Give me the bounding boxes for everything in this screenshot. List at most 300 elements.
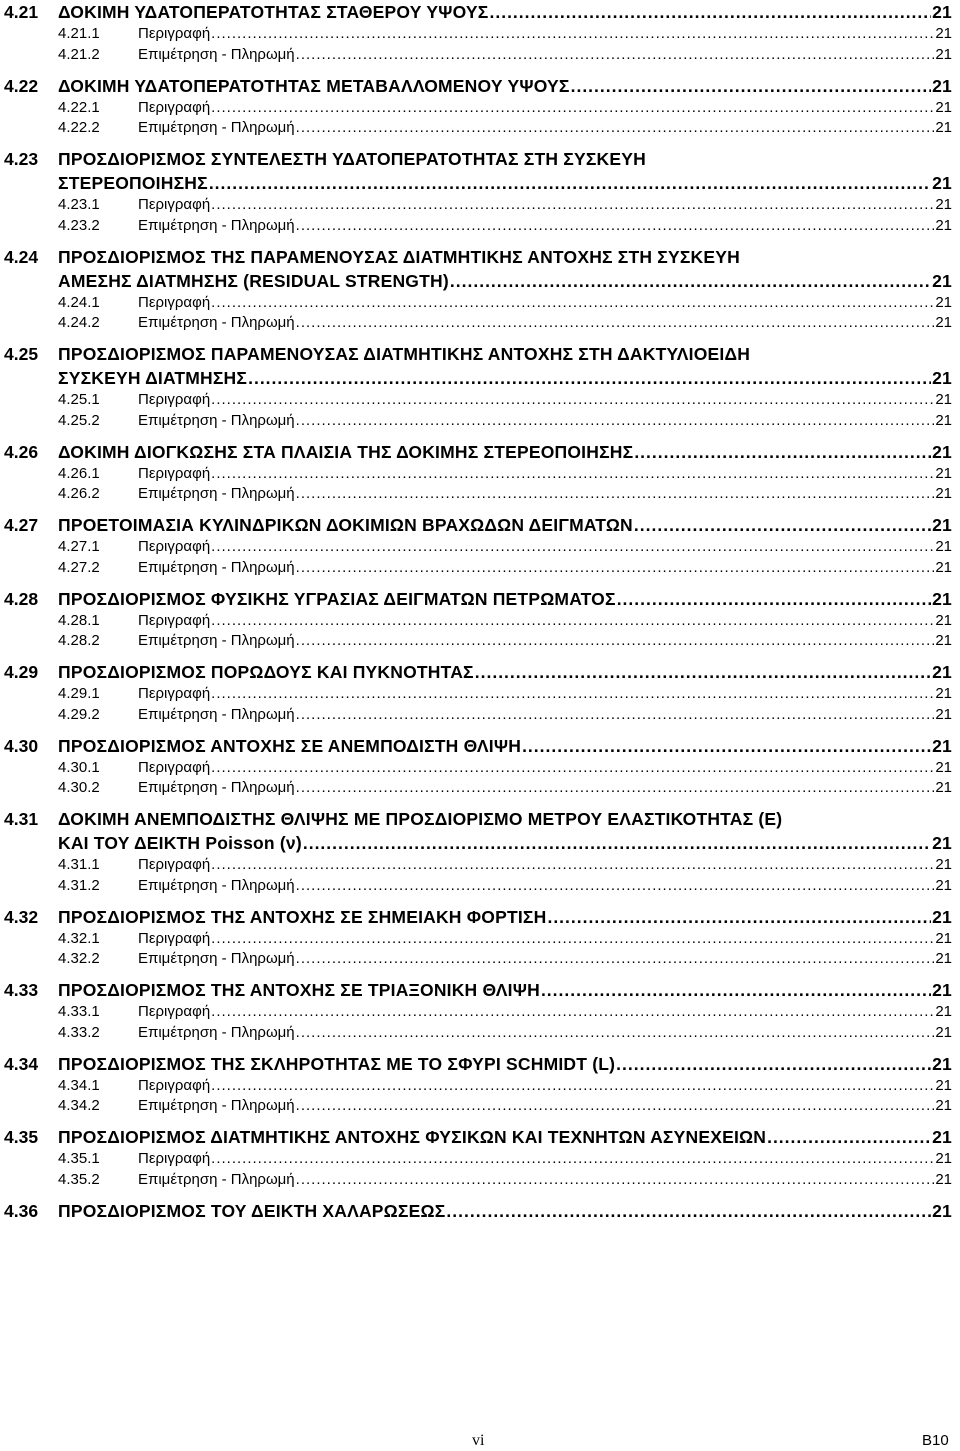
toc-entry-body: [58, 807, 952, 831]
toc-subsection-title: Περιγραφή: [138, 1076, 211, 1094]
toc-entry-body: [58, 269, 952, 293]
toc-entry-body: [138, 216, 952, 237]
toc-page-number: 21: [932, 588, 952, 609]
toc-subsection-number: 4.27.1: [58, 538, 100, 555]
toc-section-title: ΔΟΚΙΜΗ ΔΙΟΓΚΩΣΗΣ ΣΤΑ ΠΛΑΙΣΙΑ ΤΗΣ ΔΟΚΙΜΗΣ ΣΤΕΡΕΟΠΟΙΗΣΗΣ: [58, 441, 634, 462]
toc-subsection[interactable]: [4, 611, 952, 632]
toc-entry-body: [58, 342, 952, 366]
toc-section-title: ΠΡΟΕΤΟΙΜΑΣΙΑ ΚΥΛΙΝΔΡΙΚΩΝ ΔΟΚΙΜΙΩΝ ΒΡΑΧΩΔΩΝ ΔΕΙΓΜΑΤΩΝ: [58, 515, 633, 535]
toc-section-number: 4.34: [4, 1053, 39, 1074]
dot-leader: [211, 1149, 934, 1170]
toc-page-number: 21: [932, 980, 952, 1000]
toc-subsection-title: Περιγραφή: [138, 391, 211, 408]
toc-subsection[interactable]: [4, 758, 952, 779]
toc-page-number: 21: [935, 1097, 952, 1114]
toc-page-number: 21: [935, 119, 952, 136]
toc-subsection-number: 4.34.1: [58, 1076, 100, 1094]
toc-subsection-title: Περιγραφή: [138, 293, 211, 311]
toc-entry-body: [138, 1002, 952, 1023]
toc-section-title: ΔΟΚΙΜΗ ΑΝΕΜΠΟΔΙΣΤΗΣ ΘΛΙΨΗΣ ΜΕ ΠΡΟΣΔΙΟΡΙΣΜΟ ΜΕΤΡΟΥ ΕΛΑΣΤΙΚΟΤΗΤΑΣ (Ε): [58, 809, 783, 829]
dot-leader: [296, 1170, 935, 1191]
toc-subsection-title: Επιμέτρηση - Πληρωμή: [138, 45, 295, 63]
toc-entry-body: [58, 1052, 952, 1076]
toc-subsection-number: 4.22.1: [58, 98, 100, 116]
dot-leader: [296, 1023, 935, 1044]
toc-page-number: 21: [935, 950, 952, 967]
toc-subsection-number: 4.35.2: [58, 1170, 100, 1188]
toc-section-heading[interactable]: [4, 807, 952, 831]
toc-subsection-number: 4.22.2: [58, 119, 100, 136]
toc-section-number: 4.33: [4, 980, 39, 1000]
toc-subsection[interactable]: [4, 98, 952, 119]
toc-subsection-title: Επιμέτρηση - Πληρωμή: [138, 1097, 295, 1114]
toc-entry-body: [138, 195, 952, 216]
toc-section-title: ΑΜΕΣΗΣ ΔΙΑΤΜΗΣΗΣ (RESIDUAL STRENGTH): [58, 270, 449, 291]
toc-subsection[interactable]: [4, 24, 952, 45]
toc-entry-body: [138, 684, 952, 705]
toc-section: [4, 978, 952, 1043]
toc-subsection[interactable]: [4, 1002, 952, 1023]
toc-entry-body: [138, 98, 952, 119]
toc-section-heading[interactable]: [4, 342, 952, 366]
toc-section-heading[interactable]: [4, 831, 952, 855]
toc-page-number: 21: [932, 735, 952, 756]
toc-entry-body: [138, 1076, 952, 1097]
toc-section-heading[interactable]: [4, 660, 952, 684]
toc-section: [4, 1052, 952, 1117]
toc-subsection-number: 4.31.2: [58, 876, 100, 894]
toc-page-number: 21: [935, 558, 952, 576]
toc-subsection-number: 4.32.1: [58, 929, 100, 947]
toc-subsection-title: Περιγραφή: [138, 1003, 211, 1020]
toc-page-number: 21: [932, 75, 952, 96]
toc-page-number: 21: [932, 1200, 952, 1221]
toc-section-heading[interactable]: [4, 905, 952, 929]
toc-subsection[interactable]: [4, 1096, 952, 1117]
toc-page-number: 21: [935, 196, 952, 213]
toc-page-number: 21: [932, 1053, 952, 1074]
toc-subsection-title: Περιγραφή: [138, 758, 211, 776]
dot-leader: [296, 949, 935, 970]
toc-section: [4, 660, 952, 725]
toc-subsection[interactable]: [4, 464, 952, 485]
toc-entry-body: [138, 1170, 952, 1191]
dot-leader: [634, 513, 931, 537]
toc-subsection-title: Περιγραφή: [138, 196, 211, 213]
toc-page-number: 21: [935, 632, 952, 649]
toc-section-heading[interactable]: [4, 171, 952, 195]
dot-leader: [209, 171, 931, 195]
dot-leader: [296, 216, 935, 237]
toc-subsection[interactable]: [4, 1149, 952, 1170]
toc-entry-body: [138, 558, 952, 579]
toc-section-title: ΠΡΟΣΔΙΟΡΙΣΜΟΣ ΤΗΣ ΣΚΛΗΡΟΤΗΤΑΣ ΜΕ ΤΟ ΣΦΥΡΙ SCHMIDT (L): [58, 1053, 616, 1074]
dot-leader: [617, 587, 931, 611]
toc-entry-body: [138, 855, 952, 876]
toc-entry-body: [138, 464, 952, 485]
toc-subsection-title: Περιγραφή: [138, 685, 211, 702]
document-code: B10: [922, 1432, 949, 1449]
toc-entry-body: [58, 978, 952, 1002]
toc-subsection[interactable]: [4, 313, 952, 334]
toc-page-number: 21: [935, 411, 952, 429]
toc-page-number: 21: [935, 1003, 952, 1020]
dot-leader: [211, 537, 934, 558]
dot-leader: [541, 978, 931, 1002]
toc-entry-body: [138, 118, 952, 139]
toc-subsection-title: Επιμέτρηση - Πληρωμή: [138, 558, 295, 576]
dot-leader: [296, 45, 935, 66]
toc-subsection-title: Επιμέτρηση - Πληρωμή: [138, 485, 295, 502]
dot-leader: [450, 269, 931, 293]
toc-section-number: 4.30: [4, 735, 39, 756]
toc-section-title: ΚΑΙ ΤΟΥ ΔΕΙΚΤΗ Poisson (ν): [58, 833, 302, 853]
toc-section-heading[interactable]: [4, 1199, 952, 1223]
dot-leader: [296, 558, 935, 579]
dot-leader: [248, 366, 931, 390]
toc-subsection-title: Περιγραφή: [138, 1150, 211, 1167]
dot-leader: [211, 390, 934, 411]
dot-leader: [296, 118, 935, 139]
toc-section-heading[interactable]: [4, 978, 952, 1002]
toc-section-title: ΠΡΟΣΔΙΟΡΙΣΜΟΣ ΑΝΤΟΧΗΣ ΣΕ ΑΝΕΜΠΟΔΙΣΤΗ ΘΛΙΨΗ: [58, 735, 522, 756]
toc-page-number: 21: [932, 270, 952, 291]
toc-entry-body: [58, 147, 952, 171]
page-number: vi: [472, 1432, 485, 1449]
toc-section-heading[interactable]: [4, 269, 952, 293]
toc-subsection[interactable]: [4, 1076, 952, 1097]
toc-subsection-title: Περιγραφή: [138, 929, 211, 947]
toc-page-number: 21: [935, 758, 952, 776]
dot-leader: [211, 293, 934, 314]
toc-entry-body: [138, 929, 952, 950]
toc-subsection-number: 4.35.1: [58, 1150, 100, 1167]
toc-page-number: 21: [932, 662, 952, 682]
toc-section-title: ΣΤΕΡΕΟΠΟΙΗΣΗΣ: [58, 173, 208, 193]
toc-section-heading[interactable]: [4, 0, 952, 24]
toc-subsection[interactable]: [4, 558, 952, 579]
toc-entry-body: [58, 440, 952, 464]
toc-section-title: ΠΡΟΣΔΙΟΡΙΣΜΟΣ ΦΥΣΙΚΗΣ ΥΓΡΑΣΙΑΣ ΔΕΙΓΜΑΤΩΝ ΠΕΤΡΩΜΑΤΟΣ: [58, 588, 616, 609]
toc-subsection-title: Επιμέτρηση - Πληρωμή: [138, 1170, 295, 1188]
toc-entry-body: [58, 660, 952, 684]
toc-subsection[interactable]: [4, 390, 952, 411]
dot-leader: [211, 684, 934, 705]
dot-leader: [296, 631, 935, 652]
dot-leader: [211, 611, 934, 632]
toc-subsection[interactable]: [4, 684, 952, 705]
toc-page-number: 21: [932, 1127, 952, 1147]
toc-section-title: ΣΥΣΚΕΥΗ ΔΙΑΤΜΗΣΗΣ: [58, 368, 248, 388]
toc-subsection-title: Επιμέτρηση - Πληρωμή: [138, 876, 295, 894]
toc-subsection-number: 4.30.1: [58, 758, 100, 776]
toc-entry-body: [138, 1023, 952, 1044]
toc-section-title: ΠΡΟΣΔΙΟΡΙΣΜΟΣ ΤΗΣ ΑΝΤΟΧΗΣ ΣΕ ΣΗΜΕΙΑΚΗ ΦΟΡΤΙΣΗ: [58, 906, 547, 927]
toc-section: [4, 807, 952, 896]
toc-section: [4, 0, 952, 65]
toc-page-number: 21: [932, 906, 952, 927]
toc-page-number: 21: [935, 876, 952, 894]
dot-leader: [446, 1199, 931, 1223]
toc-subsection-number: 4.34.2: [58, 1097, 100, 1114]
toc-page-number: 21: [935, 685, 952, 702]
toc-section: [4, 905, 952, 970]
toc-section-number: 4.25: [4, 344, 39, 364]
toc-page-number: 21: [935, 485, 952, 502]
toc-entry-body: [138, 313, 952, 334]
dot-leader: [211, 464, 934, 485]
toc-subsection-number: 4.21.1: [58, 25, 100, 42]
dot-leader: [522, 734, 931, 758]
toc-section-number: 4.32: [4, 906, 39, 927]
dot-leader: [296, 411, 935, 432]
toc-subsection[interactable]: [4, 876, 952, 897]
toc-section-title: ΠΡΟΣΔΙΟΡΙΣΜΟΣ ΤΗΣ ΑΝΤΟΧΗΣ ΣΕ ΤΡΙΑΞΟΝΙΚΗ ΘΛΙΨΗ: [58, 980, 540, 1000]
toc-section-number: 4.27: [4, 515, 39, 535]
dot-leader: [634, 440, 931, 464]
toc-page-number: 21: [935, 391, 952, 408]
toc-section-title: ΠΡΟΣΔΙΟΡΙΣΜΟΣ ΠΑΡΑΜΕΝΟΥΣΑΣ ΔΙΑΤΜΗΤΙΚΗΣ ΑΝΤΟΧΗΣ ΣΤΗ ΔΑΚΤΥΛΙΟΕΙΔΗ: [58, 344, 751, 364]
toc-section: [4, 1199, 952, 1223]
toc-subsection-number: 4.23.1: [58, 196, 100, 213]
toc-subsection[interactable]: [4, 484, 952, 505]
dot-leader: [211, 1076, 934, 1097]
toc-section-heading[interactable]: [4, 74, 952, 98]
toc-entry-body: [138, 537, 952, 558]
dot-leader: [616, 1052, 931, 1076]
toc-subsection-number: 4.32.2: [58, 950, 100, 967]
toc-section-number: 4.28: [4, 588, 39, 609]
toc-subsection-number: 4.26.1: [58, 464, 100, 482]
toc-entry-body: [138, 778, 952, 799]
toc-page-number: 21: [935, 779, 952, 796]
toc-entry-body: [138, 484, 952, 505]
toc-page-number: 21: [935, 1170, 952, 1188]
toc-entry-body: [138, 24, 952, 45]
toc-section-heading[interactable]: [4, 245, 952, 269]
toc-entry-body: [138, 758, 952, 779]
toc-entry-body: [58, 587, 952, 611]
toc-section-heading[interactable]: [4, 147, 952, 171]
toc-section-title: ΔΟΚΙΜΗ ΥΔΑΤΟΠΕΡΑΤΟΤΗΤΑΣ ΜΕΤΑΒΑΛΛΟΜΕΝΟΥ ΥΨΟΥΣ: [58, 75, 570, 96]
toc-page-number: 21: [932, 441, 952, 462]
toc-section-number: 4.22: [4, 75, 39, 96]
toc-section-heading[interactable]: [4, 366, 952, 390]
toc-section: [4, 245, 952, 334]
toc-entry-body: [138, 949, 952, 970]
toc-entry-body: [138, 411, 952, 432]
toc-entry-body: [58, 831, 952, 855]
dot-leader: [475, 660, 931, 684]
toc-page-number: 21: [932, 368, 952, 388]
dot-leader: [296, 1096, 935, 1117]
dot-leader: [296, 778, 935, 799]
toc-entry-body: [58, 734, 952, 758]
toc-section-heading[interactable]: [4, 1052, 952, 1076]
toc-page-number: 21: [935, 538, 952, 555]
dot-leader: [211, 24, 934, 45]
dot-leader: [303, 831, 931, 855]
toc-subsection[interactable]: [4, 705, 952, 726]
toc-subsection-number: 4.24.2: [58, 314, 100, 331]
toc-entry-body: [138, 45, 952, 66]
toc-subsection-number: 4.23.2: [58, 216, 100, 234]
toc-subsection-number: 4.28.1: [58, 611, 100, 629]
toc-subsection[interactable]: [4, 949, 952, 970]
toc-entry-body: [58, 1199, 952, 1223]
toc-entry-body: [58, 171, 952, 195]
toc-subsection[interactable]: [4, 631, 952, 652]
dot-leader: [211, 98, 934, 119]
toc-subsection-number: 4.26.2: [58, 485, 100, 502]
toc-subsection-title: Περιγραφή: [138, 98, 211, 116]
toc-subsection-number: 4.29.1: [58, 685, 100, 702]
toc-subsection-title: Επιμέτρηση - Πληρωμή: [138, 314, 295, 331]
dot-leader: [547, 905, 931, 929]
toc-subsection-number: 4.21.2: [58, 45, 100, 63]
toc-subsection-number: 4.28.2: [58, 632, 100, 649]
toc-page-number: 21: [935, 1150, 952, 1167]
toc-entry-body: [58, 0, 952, 24]
toc-subsection-title: Επιμέτρηση - Πληρωμή: [138, 1023, 295, 1041]
toc-page-number: 21: [932, 2, 952, 22]
toc-section-title: ΠΡΟΣΔΙΟΡΙΣΜΟΣ ΤΟΥ ΔΕΙΚΤΗ ΧΑΛΑΡΩΣΕΩΣ: [58, 1200, 446, 1221]
toc-subsection-title: Επιμέτρηση - Πληρωμή: [138, 705, 295, 723]
toc-subsection[interactable]: [4, 118, 952, 139]
toc-subsection-title: Περιγραφή: [138, 25, 211, 42]
toc-page-number: 21: [932, 833, 952, 853]
toc-entry-body: [138, 705, 952, 726]
toc-section: [4, 1125, 952, 1190]
toc-entry-body: [58, 366, 952, 390]
toc-entry-body: [58, 905, 952, 929]
toc-entry-body: [58, 74, 952, 98]
toc-page-number: 21: [935, 611, 952, 629]
toc-subsection-number: 4.33.2: [58, 1023, 100, 1041]
toc-entry-body: [58, 245, 952, 269]
toc-page-number: 21: [935, 293, 952, 311]
toc-section-title: ΠΡΟΣΔΙΟΡΙΣΜΟΣ ΤΗΣ ΠΑΡΑΜΕΝΟΥΣΑΣ ΔΙΑΤΜΗΤΙΚΗΣ ΑΝΤΟΧΗΣ ΣΤΗ ΣΥΣΚΕΥΗ: [58, 246, 740, 267]
toc-entry-body: [138, 293, 952, 314]
toc-section-number: 4.23: [4, 149, 39, 169]
toc-section: [4, 513, 952, 578]
toc-subsection-number: 4.25.2: [58, 411, 100, 429]
toc-subsection-title: Επιμέτρηση - Πληρωμή: [138, 411, 295, 429]
dot-leader: [489, 0, 931, 24]
toc-entry-body: [138, 611, 952, 632]
toc-page-number: 21: [935, 705, 952, 723]
dot-leader: [211, 929, 934, 950]
toc-section: [4, 587, 952, 652]
toc-section-heading[interactable]: [4, 513, 952, 537]
toc-entry-body: [138, 1096, 952, 1117]
dot-leader: [211, 1002, 934, 1023]
toc-page-number: 21: [935, 216, 952, 234]
toc-subsection-number: 4.30.2: [58, 779, 100, 796]
toc-subsection-title: Επιμέτρηση - Πληρωμή: [138, 779, 295, 796]
dot-leader: [296, 484, 935, 505]
toc-page-number: 21: [935, 1023, 952, 1041]
toc-entry-body: [138, 390, 952, 411]
toc-subsection[interactable]: [4, 855, 952, 876]
toc-entry-body: [58, 1125, 952, 1149]
toc-section: [4, 440, 952, 505]
toc-subsection-number: 4.27.2: [58, 558, 100, 576]
toc-subsection-title: Περιγραφή: [138, 856, 211, 873]
toc-section-title: ΠΡΟΣΔΙΟΡΙΣΜΟΣ ΠΟΡΩΔΟΥΣ ΚΑΙ ΠΥΚΝΟΤΗΤΑΣ: [58, 662, 474, 682]
toc-subsection-number: 4.24.1: [58, 293, 100, 311]
toc-page-number: 21: [935, 98, 952, 116]
toc-page-number: 21: [932, 515, 952, 535]
dot-leader: [211, 758, 934, 779]
toc-entry-body: [138, 876, 952, 897]
toc-subsection-title: Περιγραφή: [138, 538, 211, 555]
toc-subsection-title: Επιμέτρηση - Πληρωμή: [138, 632, 295, 649]
toc-page-number: 21: [935, 464, 952, 482]
toc-section-heading[interactable]: [4, 587, 952, 611]
toc-subsection[interactable]: [4, 1170, 952, 1191]
toc-subsection-title: Περιγραφή: [138, 464, 211, 482]
toc-section: [4, 74, 952, 139]
toc-subsection[interactable]: [4, 45, 952, 66]
toc-subsection[interactable]: [4, 411, 952, 432]
toc-subsection[interactable]: [4, 1023, 952, 1044]
toc-page-number: 21: [935, 25, 952, 42]
toc-page-number: 21: [935, 856, 952, 873]
toc-section-title: ΔΟΚΙΜΗ ΥΔΑΤΟΠΕΡΑΤΟΤΗΤΑΣ ΣΤΑΘΕΡΟΥ ΥΨΟΥΣ: [58, 2, 489, 22]
toc-page-number: 21: [935, 45, 952, 63]
toc-subsection[interactable]: [4, 778, 952, 799]
dot-leader: [571, 74, 932, 98]
toc-subsection[interactable]: [4, 929, 952, 950]
toc-page-number: 21: [932, 173, 952, 193]
dot-leader: [767, 1125, 931, 1149]
toc-subsection[interactable]: [4, 293, 952, 314]
toc-section: [4, 342, 952, 431]
toc-section-title: ΠΡΟΣΔΙΟΡΙΣΜΟΣ ΔΙΑΤΜΗΤΙΚΗΣ ΑΝΤΟΧΗΣ ΦΥΣΙΚΩΝ ΚΑΙ ΤΕΧΝΗΤΩΝ ΑΣΥΝΕΧΕΙΩΝ: [58, 1127, 767, 1147]
dot-leader: [296, 876, 935, 897]
toc-page-number: 21: [935, 1076, 952, 1094]
toc-subsection-title: Επιμέτρηση - Πληρωμή: [138, 216, 295, 234]
toc-subsection[interactable]: [4, 195, 952, 216]
toc-page-number: 21: [935, 929, 952, 947]
toc-section-number: 4.24: [4, 246, 39, 267]
dot-leader: [296, 705, 935, 726]
dot-leader: [296, 313, 935, 334]
toc-subsection[interactable]: [4, 216, 952, 237]
table-of-contents: [4, 0, 952, 1231]
toc-subsection[interactable]: [4, 537, 952, 558]
toc-section-heading[interactable]: [4, 1125, 952, 1149]
toc-subsection-title: Περιγραφή: [138, 611, 211, 629]
toc-section-number: 4.29: [4, 662, 39, 682]
toc-subsection-title: Επιμέτρηση - Πληρωμή: [138, 119, 295, 136]
toc-section-heading[interactable]: [4, 440, 952, 464]
toc-entry-body: [138, 1149, 952, 1170]
toc-section-number: 4.21: [4, 2, 39, 22]
toc-entry-body: [138, 631, 952, 652]
toc-section-title: ΠΡΟΣΔΙΟΡΙΣΜΟΣ ΣΥΝΤΕΛΕΣΤΗ ΥΔΑΤΟΠΕΡΑΤΟΤΗΤΑΣ ΣΤΗ ΣΥΣΚΕΥΗ: [58, 149, 646, 169]
toc-page-number: 21: [935, 314, 952, 331]
toc-subsection-title: Επιμέτρηση - Πληρωμή: [138, 950, 295, 967]
toc-subsection-number: 4.25.1: [58, 391, 100, 408]
dot-leader: [211, 855, 934, 876]
toc-section-heading[interactable]: [4, 734, 952, 758]
toc-subsection-number: 4.31.1: [58, 856, 100, 873]
dot-leader: [211, 195, 934, 216]
toc-section-number: 4.26: [4, 441, 39, 462]
toc-subsection-number: 4.33.1: [58, 1003, 100, 1020]
